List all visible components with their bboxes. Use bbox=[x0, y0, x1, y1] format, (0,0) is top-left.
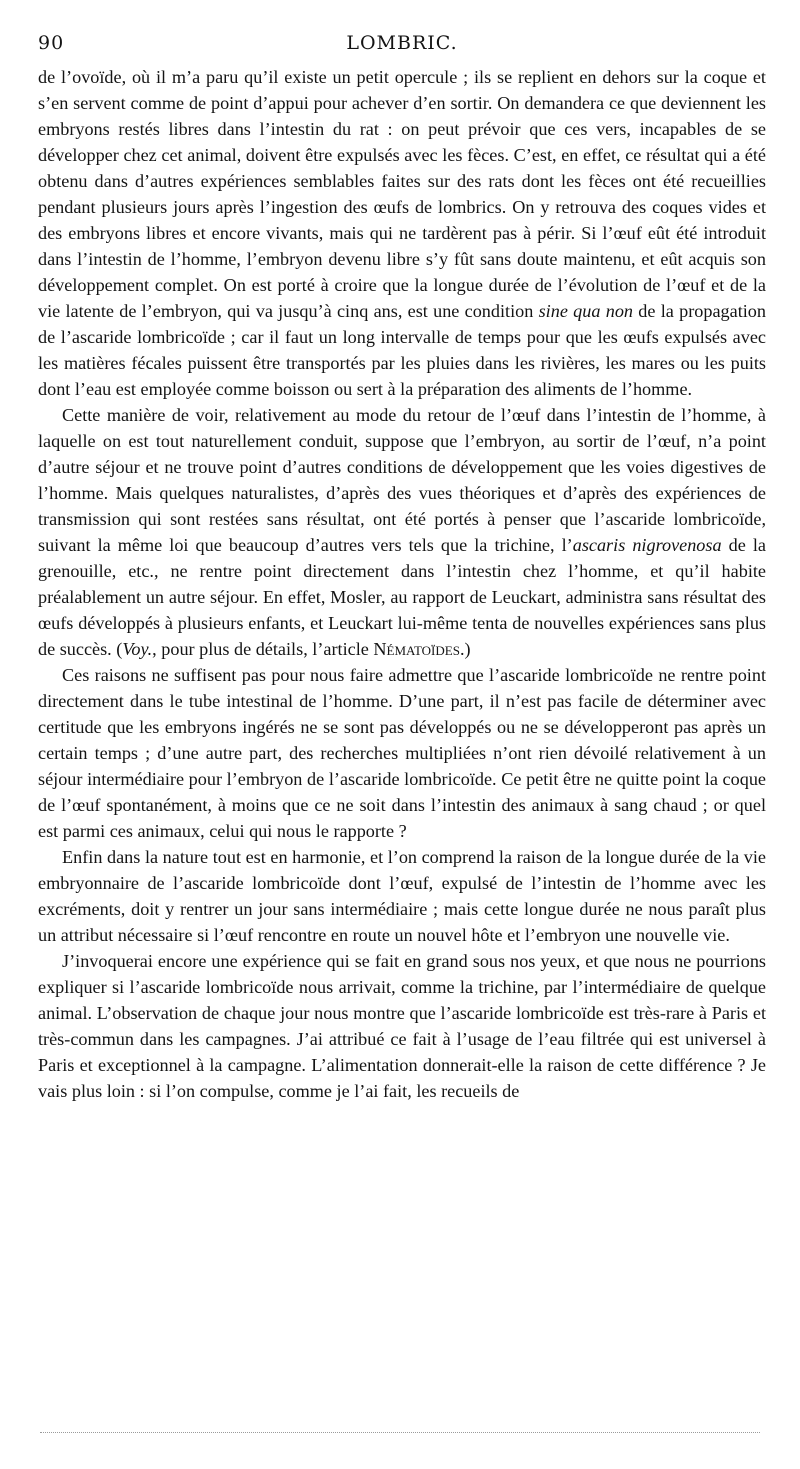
text-run-smallcaps: Nématoïdes bbox=[373, 639, 460, 659]
paragraph-5 bbox=[38, 948, 766, 1104]
paragraph-4 bbox=[38, 844, 766, 948]
text-run: Enfin dans la nature tout est en harmonie, et l’on comprend la raison de la longue durée de la vie embryonnaire de l’ascaride lombricoïde dont l’œuf, expulsé de l’intestin de l’homme avec les excréments, doit y rentrer un jour sans intermédiaire ; mais cette longue durée ne nous paraît plus un attribut nécessaire si l’œuf rencontre en route un nouvel hôte et l’embryon une nouvelle vie. bbox=[38, 847, 766, 945]
text-run: Ces raisons ne suffisent pas pour nous faire admettre que l’ascaride lombricoïde ne rentre point directement dans le tube intestinal de l’homme. D’une part, il n’est pas facile de déterminer avec certitude que les embryons ingérés ne se sont pas développés ou ne se développeront pas après un certain temps ; d’une autre part, des recherches multipliées n’ont rien dévoilé relativement à un séjour intermédiaire pour l’embryon de l’ascaride lombricoïde. Ce petit être ne quitte point la coque de l’œuf spontanément, à moins que ce ne soit dans l’intestin des animaux à sang chaud ; or quel est parmi ces animaux, celui qui nous le rapporte ? bbox=[38, 665, 766, 841]
bottom-divider bbox=[40, 1432, 760, 1433]
paragraph-1 bbox=[38, 64, 766, 402]
paragraph-2 bbox=[38, 402, 766, 662]
running-header bbox=[38, 28, 766, 58]
paragraph-3 bbox=[38, 662, 766, 844]
text-run: de la propagation de l’ascaride lombricoïde ; car il faut un long intervalle de temps pour que les œufs expulsés avec les matières fécales puissent être transportés par les pluies dans les rivières, les mares ou les puits dont l’eau est employée comme boisson ou sert à la préparation des aliments de l’homme. bbox=[38, 301, 766, 399]
text-run: J’invoquerai encore une expérience qui se fait en grand sous nos yeux, et que nous ne pourrions expliquer si l’ascaride lombricoïde nous arrivait, comme la trichine, par l’intermédiaire de quelque animal. L’observation de chaque jour nous montre que l’ascaride lombricoïde est très-rare à Paris et très-commun dans les campagnes. J’ai attribué ce fait à l’usage de l’eau filtrée qui est universel à Paris et exceptionnel à la campagne. L’alimentation donnerait-elle la raison de cette différence ? Je vais plus loin : si l’on compulse, comme je l’ai fait, les recueils de bbox=[38, 951, 766, 1101]
text-run: .) bbox=[459, 639, 471, 659]
text-run-italic: sine qua non bbox=[538, 301, 634, 321]
text-run-italic: Voy. bbox=[122, 639, 153, 659]
body-text bbox=[38, 64, 766, 1104]
text-run: , pour plus de détails, l’article bbox=[152, 639, 374, 659]
text-run-italic: ascaris nigrovenosa bbox=[572, 535, 722, 555]
running-title: LOMBRIC. bbox=[346, 32, 458, 54]
book-page bbox=[38, 28, 766, 1104]
text-run: de la grenouille, etc., ne rentre point directement dans l’intestin chez l’homme, et qu’il habite préalablement un autre séjour. En effet, Mosler, au rapport de Leuckart, administra sans résultat des œufs développés à plusieurs enfants, et Leuckart lui-même tenta de nouvelles expériences sans plus de succès. ( bbox=[38, 535, 766, 659]
text-run: de l’ovoïde, où il m’a paru qu’il existe un petit opercule ; ils se replient en dehors sur la coque et s’en servent comme de point d’appui pour achever d’en sortir. On demandera ce que deviennent les embryons restés libres dans l’intestin du rat : on peut prévoir que ces vers, incapables de se développer chez cet animal, doivent être expulsés avec les fèces. C’est, en effet, ce résultat qui a été obtenu dans d’autres expériences semblables faites sur des rats dont les fèces ont été recueillies pendant plusieurs jours après l’ingestion des œufs de lombrics. On y retrouva des coques vides et des embryons libres et encore vivants, mais qui ne tardèrent pas à périr. Si l’œuf eût été introduit dans l’intestin de l’homme, l’embryon devenu libre s’y fût sans doute maintenu, et eût acquis son développement complet. On est porté à croire que la longue durée de l’évolution de l’œuf et de la vie latente de l’embryon, qui va jusqu’à cinq ans, est une condition bbox=[38, 67, 766, 321]
page-number: 90 bbox=[38, 32, 65, 54]
text-run: Cette manière de voir, relativement au mode du retour de l’œuf dans l’intestin de l’homme, à laquelle on est tout naturellement conduit, suppose que l’embryon, au sortir de l’œuf, n’a point d’autre séjour et ne trouve point d’autres conditions de développement que les voies digestives de l’homme. Mais quelques naturalistes, d’après des vues théoriques et d’après des expériences de transmission qui sont restées sans résultat, ont été portés à penser que l’ascaride lombricoïde, suivant la même loi que beaucoup d’autres vers tels que la trichine, l’ bbox=[38, 405, 766, 555]
